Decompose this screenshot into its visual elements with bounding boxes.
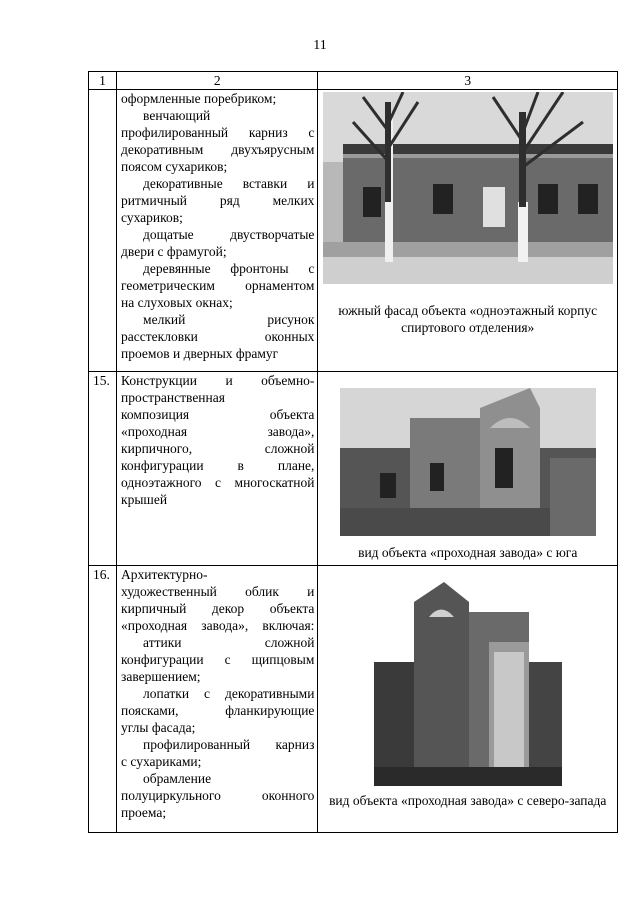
description-line: Конструкции и объемно- <box>121 373 315 388</box>
description-line: оформленные поребриком; <box>121 91 277 106</box>
description-line: конфигурации с щипцовым <box>121 652 315 667</box>
description-line: полуциркульного оконного <box>121 788 315 803</box>
description-line: на слуховых окнах; <box>121 295 233 310</box>
description-line: профилированный карниз <box>143 737 315 752</box>
description-line: деревянные фронтоны с <box>143 261 315 276</box>
description-line: пространственная <box>121 390 225 405</box>
description-line: «проходная завода», <box>121 424 315 439</box>
description-line: крышей <box>121 492 168 507</box>
monument-table <box>88 71 618 833</box>
description-line: сухариков; <box>121 210 183 225</box>
description-line: проемов и дверных фрамуг <box>121 346 279 361</box>
description-line: углы фасада; <box>121 720 196 735</box>
row-description <box>117 372 318 566</box>
description-line: художественный облик и <box>121 584 315 599</box>
description-line: кирпичного, сложной <box>121 441 315 456</box>
photo-cell <box>318 566 618 833</box>
header-col-3: 3 <box>318 72 618 90</box>
description-line: обрамление <box>143 771 212 786</box>
table-row <box>89 90 618 372</box>
description-line: композиция объекта <box>121 407 315 422</box>
row-number: 15. <box>89 372 117 566</box>
row-description <box>117 566 318 833</box>
description-line: профилированный карниз с <box>121 125 315 140</box>
table-header-row <box>89 72 618 90</box>
row-number: 16. <box>89 566 117 833</box>
photo-caption: вид объекта «проходная завода» с северо-запада <box>329 793 607 808</box>
description-line: расстекловки оконных <box>121 329 315 344</box>
description-line: ритмичный ряд мелких <box>121 193 315 208</box>
table-row <box>89 566 618 833</box>
description-line: венчающий <box>143 108 211 123</box>
description-line: дощатые двустворчатые <box>143 227 315 242</box>
description-line: «проходная завода», включая: <box>121 618 315 633</box>
row-description <box>117 90 318 372</box>
table-row <box>89 372 618 566</box>
row-number <box>89 90 117 372</box>
description-line: двери с фрамугой; <box>121 244 227 259</box>
page-number: 11 <box>313 38 327 53</box>
photo-gatehouse-northwest <box>374 572 562 786</box>
photo-gatehouse-south <box>340 388 596 536</box>
description-line: аттики сложной <box>143 635 315 650</box>
header-col-2: 2 <box>117 72 318 90</box>
photo-spirit-building-south <box>323 92 613 284</box>
photo-caption: южный фасад объекта «одноэтажный корпус спиртового отделения» <box>338 303 598 335</box>
description-line: мелкий рисунок <box>143 312 315 327</box>
description-line: проема; <box>121 805 167 820</box>
photo-cell <box>318 90 618 372</box>
description-line: геометрическим орнаментом <box>121 278 315 293</box>
photo-caption: вид объекта «проходная завода» с юга <box>358 545 578 560</box>
description-line: лопатки с декоративными <box>143 686 315 701</box>
description-line: декоративные вставки и <box>143 176 315 191</box>
description-line: одноэтажного с многоскатной <box>121 475 315 490</box>
description-line: с сухариками; <box>121 754 202 769</box>
description-line: завершением; <box>121 669 201 684</box>
description-line: поясом сухариков; <box>121 159 228 174</box>
description-line: конфигурации в плане, <box>121 458 315 473</box>
photo-cell <box>318 372 618 566</box>
description-line: Архитектурно- <box>121 567 208 582</box>
description-line: декоративным двухъярусным <box>121 142 315 157</box>
header-col-1: 1 <box>89 72 117 90</box>
description-line: поясками, фланкирующие <box>121 703 315 718</box>
description-line: кирпичный декор объекта <box>121 601 315 616</box>
